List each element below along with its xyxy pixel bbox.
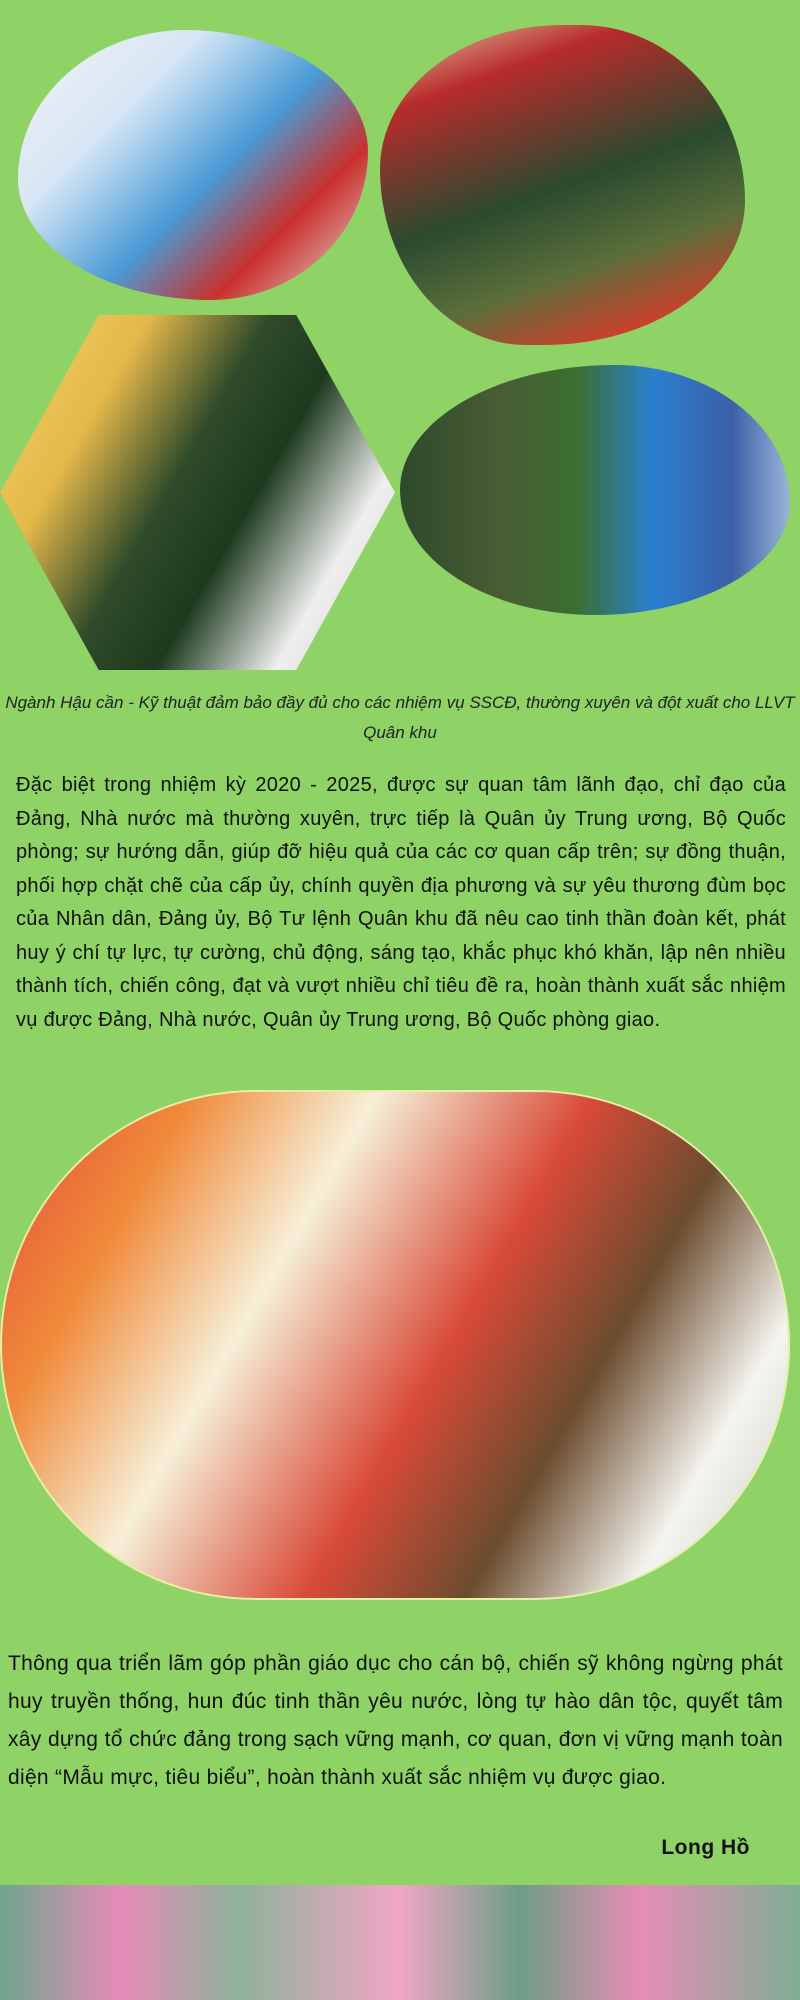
photo-canned-food-display [18,30,368,300]
body-paragraph-1: Đặc biệt trong nhiệm kỳ 2020 - 2025, được sự quan tâm lãnh đạo, chỉ đạo của Đảng, Nhà nước mà thường xuyên, trực tiếp là Quân ủy Trung ương, Bộ Quốc phòng; sự hướng dẫn, giúp đỡ hiệu quả của các cơ quan cấp trên; sự đồng thuận, phối hợp chặt chẽ của cấp ủy, chính quyền địa phương và sự yêu thương đùm bọc của Nhân dân, Đảng ủy, Bộ Tư lệnh Quân khu đã nêu cao tinh thần đoàn kết, phát huy ý chí tự lực, tự cường, chủ động, sáng tạo, khắc phục khó khăn, lập nên nhiều thành tích, chiến công, đạt và vượt nhiều chỉ tiêu đề ra, hoàn thành xuất sắc nhiệm vụ được Đảng, Nhà nước, Quân ủy Trung ương, Bộ Quốc phòng giao. [16,774,786,1031]
photo-exhibition-hall [0,1090,790,1600]
photo-soldiers-weapon-display [0,315,395,670]
lotus-footer-image [0,1885,800,2000]
photo-caption: Ngành Hậu cần - Kỹ thuật đảm bảo đầy đủ cho các nhiệm vụ SSCĐ, thường xuyên và đột xuất cho LLVT Quân khu [5,693,795,742]
body-paragraph-2: Thông qua triển lãm góp phần giáo dục cho cán bộ, chiến sỹ không ngừng phát huy truyền thống, hun đúc tinh thần yêu nước, lòng tự hào dân tộc, quyết tâm xây dựng tổ chức đảng trong sạch vững mạnh, cơ quan, đơn vị vững mạnh toàn diện “Mẫu mực, tiêu biểu”, hoàn thành xuất sắc nhiệm vụ được giao. [8,1652,783,1789]
author-name: Long Hồ [661,1836,750,1859]
photo-produce-display [380,25,745,345]
photo-uniforms-rack [400,365,790,615]
